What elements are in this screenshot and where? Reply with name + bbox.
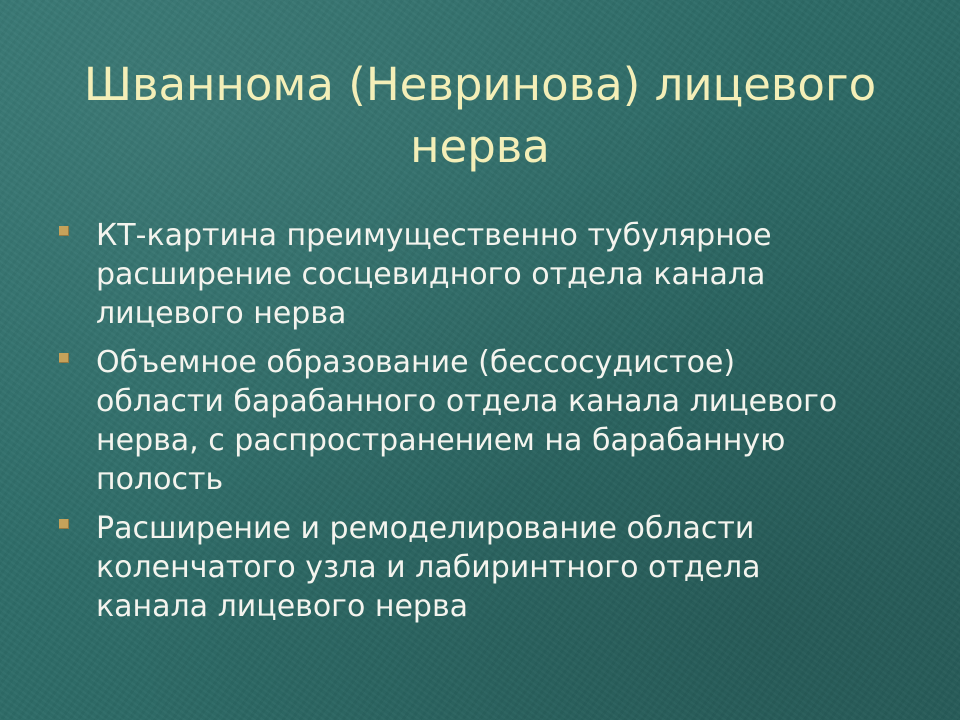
bullet-2-line-2: области барабанного отдела канала лицевого — [96, 384, 838, 419]
bullet-item-3 — [56, 509, 916, 626]
bullet-3-line-1: Расширение и ремоделирование области — [96, 511, 755, 546]
bullet-list — [56, 216, 916, 636]
bullet-2-line-3: нерва, с распространением на барабанную — [96, 423, 786, 458]
bullet-1-line-2: расширение сосцевидного отдела канала — [96, 257, 766, 292]
bullet-3-line-3: канала лицевого нерва — [96, 589, 469, 624]
bullet-item-2 — [56, 343, 916, 499]
square-bullet-icon — [59, 226, 69, 236]
slide-title — [40, 54, 920, 178]
square-bullet-icon — [59, 519, 69, 529]
bullet-2-line-4: полость — [96, 462, 224, 497]
bullet-3-line-2: коленчатого узла и лабиринтного отдела — [96, 550, 761, 585]
bullet-1-line-3: лицевого нерва — [96, 296, 347, 331]
square-bullet-icon — [59, 353, 69, 363]
bullet-item-1 — [56, 216, 916, 333]
bullet-2-line-1: Объемное образование (бессосудистое) — [96, 345, 736, 380]
slide-title-line-2: нерва — [410, 120, 550, 173]
slide-title-line-1: Шваннома (Невринова) лицевого — [83, 58, 877, 111]
bullet-1-line-1: КТ-картина преимущественно тубулярное — [96, 218, 772, 253]
